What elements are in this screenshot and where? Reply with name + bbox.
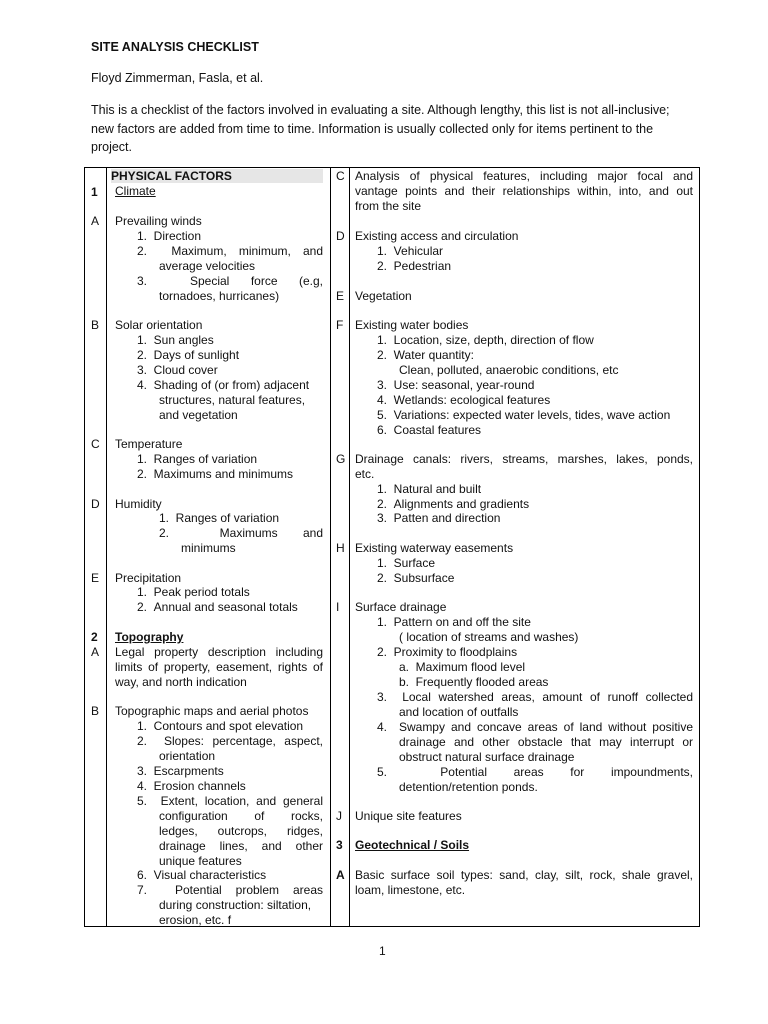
list-item: 1. Natural and built <box>377 482 482 496</box>
row-key: B <box>91 704 100 718</box>
row-key: 2 <box>91 630 98 644</box>
list-item: 2. Maximum, minimum, and <box>137 244 323 258</box>
row-key: F <box>336 318 344 332</box>
list-item: a. Maximum flood level <box>399 660 526 674</box>
list-item: detention/retention ponds. <box>399 780 538 794</box>
list-item: obstruct natural surface drainage <box>399 750 575 764</box>
list-item: etc. <box>355 467 375 481</box>
list-item: Legal property description including <box>115 645 323 659</box>
list-item: 1. Ranges of variation <box>137 452 258 466</box>
list-item: Vegetation <box>355 289 412 303</box>
list-item: 1. Location, size, depth, direction of flow <box>377 333 594 347</box>
list-item: drainage and other obstacle that may interrupt or <box>399 735 693 749</box>
list-item: 7. Potential problem areas <box>137 883 323 897</box>
row-key: I <box>336 600 340 614</box>
list-item: 3. Escarpments <box>137 764 224 778</box>
list-item: b. Frequently flooded areas <box>399 675 549 689</box>
list-item: 2. Water quantity: <box>377 348 474 362</box>
list-item: 4. Erosion channels <box>137 779 246 793</box>
list-item: ( location of streams and washes) <box>399 630 579 644</box>
page-number: 1 <box>379 944 386 958</box>
row-key: A <box>91 645 100 659</box>
list-item: 1. Peak period totals <box>137 585 250 599</box>
row-key: G <box>336 452 346 466</box>
list-item: Prevailing winds <box>115 214 202 228</box>
list-item: 3. Local watershed areas, amount of runoff collected <box>377 690 693 704</box>
row-key: C <box>336 169 345 183</box>
list-item: drainage lines, and other <box>159 839 323 853</box>
list-item: Existing water bodies <box>355 318 469 332</box>
row-key: A <box>91 214 100 228</box>
list-item: from the site <box>355 199 422 213</box>
list-item: 2. Days of sunlight <box>137 348 240 362</box>
row-key: H <box>336 541 345 555</box>
list-item: 6. Visual characteristics <box>137 868 267 882</box>
section-heading-physical-factors: PHYSICAL FACTORS <box>111 169 323 183</box>
list-item: erosion, etc. f <box>159 913 232 927</box>
list-item: and location of outfalls <box>399 705 519 719</box>
list-item: configuration of rocks, <box>159 809 323 823</box>
list-item: 1. Pattern on and off the site <box>377 615 531 629</box>
list-item: Drainage canals: rivers, streams, marshes, lakes, ponds, <box>355 452 693 466</box>
list-item: Existing waterway easements <box>355 541 514 555</box>
list-item: Temperature <box>115 437 183 451</box>
list-item: 2. Maximums and <box>159 526 323 540</box>
row-key: E <box>336 289 345 303</box>
list-item: 1. Vehicular <box>377 244 444 258</box>
column-divider <box>330 168 331 926</box>
list-item: Precipitation <box>115 571 182 585</box>
list-item: Solar orientation <box>115 318 203 332</box>
row-key: B <box>91 318 100 332</box>
list-item: 2. Pedestrian <box>377 259 452 273</box>
list-item: 3. Patten and direction <box>377 511 501 525</box>
list-item: average velocities <box>159 259 256 273</box>
column-divider <box>349 168 350 926</box>
list-item: 4. Swampy and concave areas of land without positive <box>377 720 693 734</box>
list-item: 5. Variations: expected water levels, tides, wave action <box>377 408 671 422</box>
list-item: and vegetation <box>159 408 238 422</box>
row-key: E <box>91 571 100 585</box>
list-item: tornadoes, hurricanes) <box>159 289 280 303</box>
list-item: 3. Use: seasonal, year-round <box>377 378 535 392</box>
list-item: way, and north indication <box>115 675 247 689</box>
list-item: ledges, outcrops, ridges, <box>159 824 323 838</box>
list-item: 1. Direction <box>137 229 202 243</box>
list-item: loam, limestone, etc. <box>355 883 466 897</box>
list-item: Analysis of physical features, including major focal and <box>355 169 693 183</box>
list-item: Topographic maps and aerial photos <box>115 704 309 718</box>
list-item: 1. Ranges of variation <box>159 511 280 525</box>
row-key: C <box>91 437 100 451</box>
heading-geotechnical-soils: Geotechnical / Soils <box>355 838 470 852</box>
list-item: 2. Maximums and minimums <box>137 467 294 481</box>
list-item: vantage points and their relationships within, into, and out <box>355 184 693 198</box>
list-item: 4. Wetlands: ecological features <box>377 393 551 407</box>
list-item: Humidity <box>115 497 162 511</box>
list-item: 1. Sun angles <box>137 333 214 347</box>
list-item: Surface drainage <box>355 600 447 614</box>
row-key: 3 <box>336 838 343 852</box>
heading-climate: Climate <box>115 184 156 198</box>
author-line: Floyd Zimmerman, Fasla, et al. <box>91 71 264 85</box>
list-item: 2. Slopes: percentage, aspect, <box>137 734 323 748</box>
heading-topography: Topography <box>115 630 184 644</box>
list-item: structures, natural features, <box>159 393 306 407</box>
list-item: 3. Special force (e.g, <box>137 274 323 288</box>
list-item: 5. Extent, location, and general <box>137 794 323 808</box>
list-item: orientation <box>159 749 216 763</box>
row-key: 1 <box>91 185 98 199</box>
list-item: 2. Alignments and gradients <box>377 497 530 511</box>
row-key: D <box>336 229 345 243</box>
list-item: unique features <box>159 854 242 868</box>
row-key: A <box>336 868 345 882</box>
list-item: limits of property, easement, rights of <box>115 660 323 674</box>
list-item: Basic surface soil types: sand, clay, silt, rock, shale gravel, <box>355 868 693 882</box>
list-item: during construction: siltation, <box>159 898 312 912</box>
list-item: 2. Proximity to floodplains <box>377 645 518 659</box>
list-item: minimums <box>181 541 236 555</box>
list-item: 6. Coastal features <box>377 423 482 437</box>
list-item: 1. Surface <box>377 556 436 570</box>
intro-paragraph: This is a checklist of the factors involved in evaluating a site. Although lengthy, this list is not all-inclusive; new factors are added from time to time. Information is usually collected only for items pertinent to the project. <box>91 103 670 154</box>
row-key: D <box>91 497 100 511</box>
list-item: 5. Potential areas for impoundments, <box>377 765 693 779</box>
list-item: Unique site features <box>355 809 462 823</box>
list-item: 1. Contours and spot elevation <box>137 719 304 733</box>
list-item: 3. Cloud cover <box>137 363 218 377</box>
row-key: J <box>336 809 342 823</box>
list-item: 2. Subsurface <box>377 571 455 585</box>
list-item: 2. Annual and seasonal totals <box>137 600 298 614</box>
list-item: 4. Shading of (or from) adjacent <box>137 378 310 392</box>
list-item: Clean, polluted, anaerobic conditions, etc <box>399 363 619 377</box>
checklist-table <box>84 167 700 927</box>
document-title: SITE ANALYSIS CHECKLIST <box>91 40 259 54</box>
column-divider <box>106 168 107 926</box>
list-item: Existing access and circulation <box>355 229 519 243</box>
